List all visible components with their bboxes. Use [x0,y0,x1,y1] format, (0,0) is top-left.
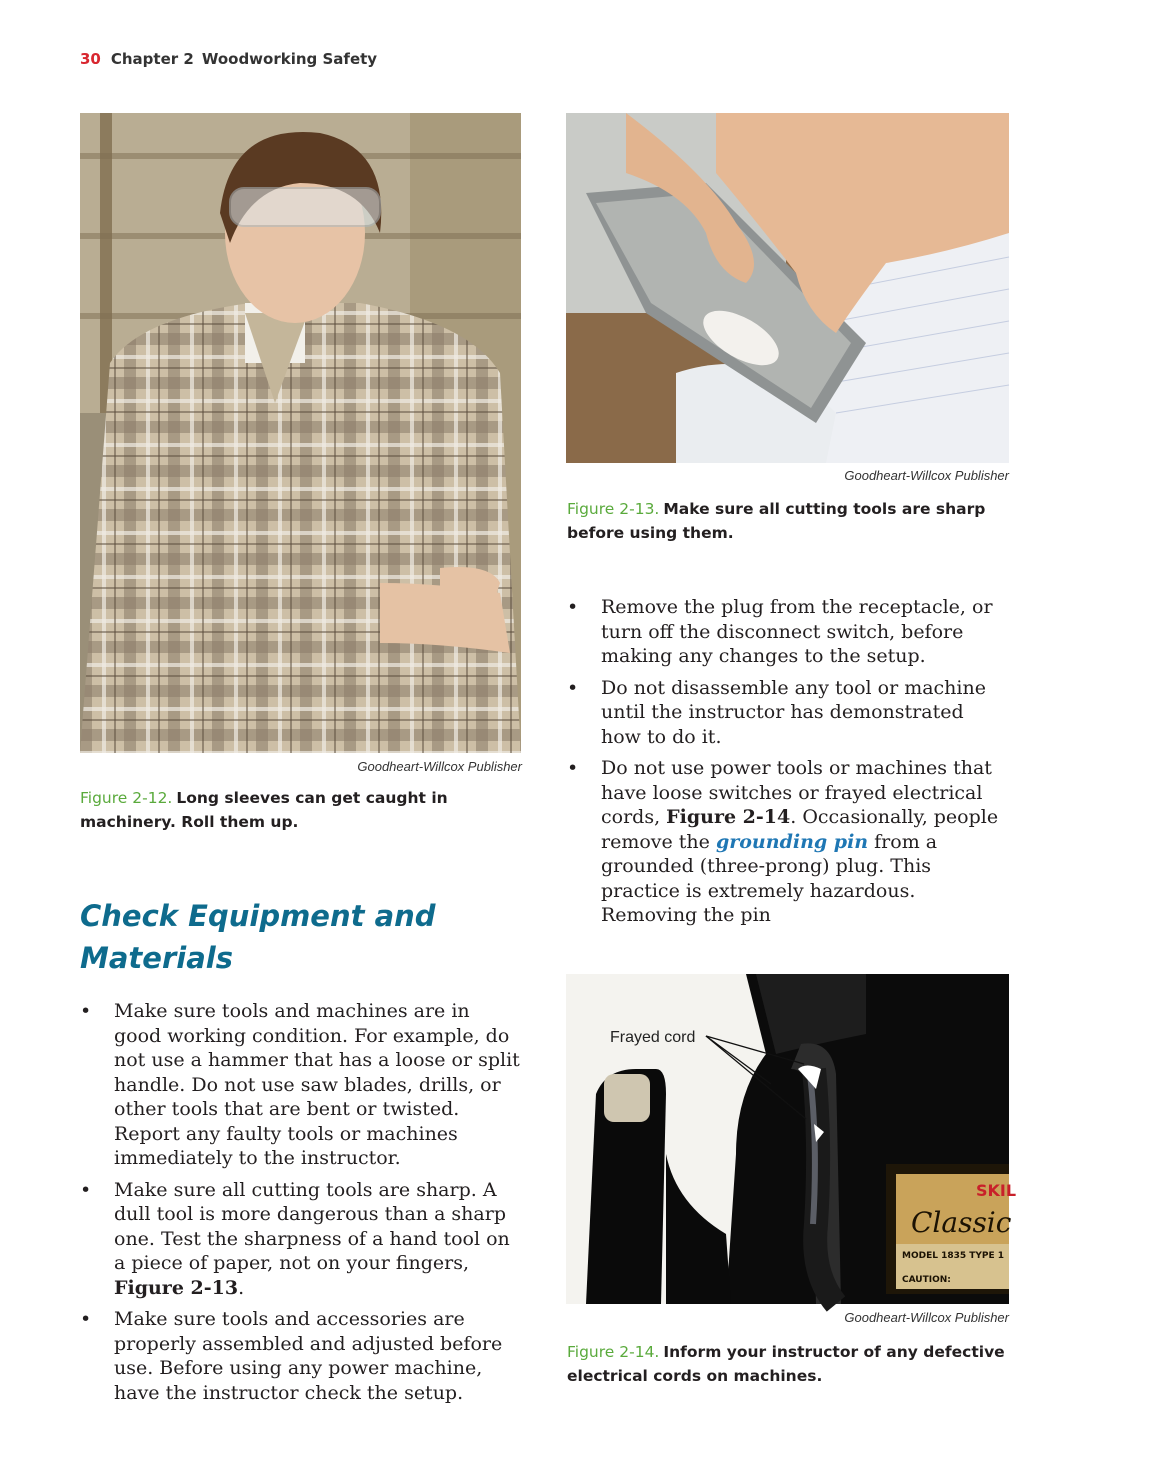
figure-2-12-number: Figure 2-12. [80,789,173,807]
bullet-text: . [238,1276,245,1299]
bullet-text: . Occasionally, people remove the [601,806,999,853]
list-item [80,999,520,1171]
figure-2-14-caption [567,1340,1012,1388]
bullet-text: Make sure tools and machines are in good working condition. For example, do not use a hammer that has a loose or split handle. Do not use saw blades, drills, or other tools that are bent or twisted. Report any faulty tools or machines immediately to the instructor. [114,1000,520,1169]
figure-2-12-caption [80,786,480,834]
bullet-symbol: • [567,676,579,699]
figure-reference[interactable]: Figure 2-14 [666,806,791,828]
frayed-cord-callout: Frayed cord [610,1029,696,1046]
bullet-symbol: • [80,1000,92,1022]
figure-2-14-photo [566,974,1017,1304]
figure-2-13-number: Figure 2-13. [567,500,660,518]
figure-2-12-photo [80,113,521,753]
model-text: MODEL 1835 TYPE 1 [902,1251,1005,1261]
caution-text: CAUTION: [902,1275,951,1285]
chapter-title: Woodworking Safety [201,50,378,68]
list-item [567,676,1007,750]
figure-2-12-credit: Goodheart-Willcox Publisher [357,759,522,774]
list-item [80,1178,520,1301]
figure-2-12-caption-text: Long sleeves can get caught in machinery. Roll them up. [80,789,448,831]
figure-2-13-photo [566,113,1009,463]
page-number: 30 [80,50,101,68]
figure-reference[interactable]: Figure 2-13 [114,1276,239,1299]
figure-2-13-caption-text: Make sure all cutting tools are sharp before using them. [567,500,986,542]
figure-2-13-credit: Goodheart-Willcox Publisher [844,468,1009,483]
chapter-label: Chapter 2 [110,50,194,68]
right-bullet-list [567,595,1007,935]
figure-2-14-caption-text: Inform your instructor of any defective electrical cords on machines. [567,1343,1005,1385]
running-head [80,50,377,68]
bullet-text: Make sure tools and accessories are properly assembled and adjusted before use. Before using any power machine, have the instructor check the setup. [114,1308,503,1404]
bullet-symbol: • [567,757,579,779]
list-item [567,595,1007,669]
bullet-symbol: • [567,596,579,618]
bullet-text: from a grounded (three-prong) plug. This practice is extremely hazardous. Removing the pin [601,830,938,926]
bullet-text: Remove the plug from the receptacle, or turn off the disconnect switch, before making any changes to the setup. [601,596,993,667]
section-heading: Check Equipment and Materials [80,899,436,975]
frayed-cord-image [566,974,1017,1304]
list-item [80,1307,520,1405]
left-bullet-list [80,999,520,1412]
bullet-text: Do not disassemble any tool or machine until the instructor has demonstrated how to do it. [601,676,986,748]
figure-2-13-caption [567,497,997,545]
script-text: Classic [911,1206,1012,1239]
student-rolling-sleeve-image [80,113,521,753]
figure-2-14-credit: Goodheart-Willcox Publisher [844,1310,1009,1325]
brand-text: SKIL [976,1181,1017,1200]
bullet-symbol: • [80,1178,92,1201]
plane-iron-sharpness-image [566,113,1009,463]
figure-2-14-number: Figure 2-14. [567,1343,660,1361]
bullet-text: Make sure all cutting tools are sharp. A dull tool is more dangerous than a sharp one. Test the sharpness of a hand tool on a piece of paper, not on your fingers, [114,1178,510,1274]
bullet-symbol: • [80,1308,92,1330]
list-item [567,756,1007,928]
glossary-term[interactable]: grounding pin [715,830,869,853]
bullet-text: Do not use power tools or machines that have loose switches or frayed electrical cords, [601,757,992,828]
